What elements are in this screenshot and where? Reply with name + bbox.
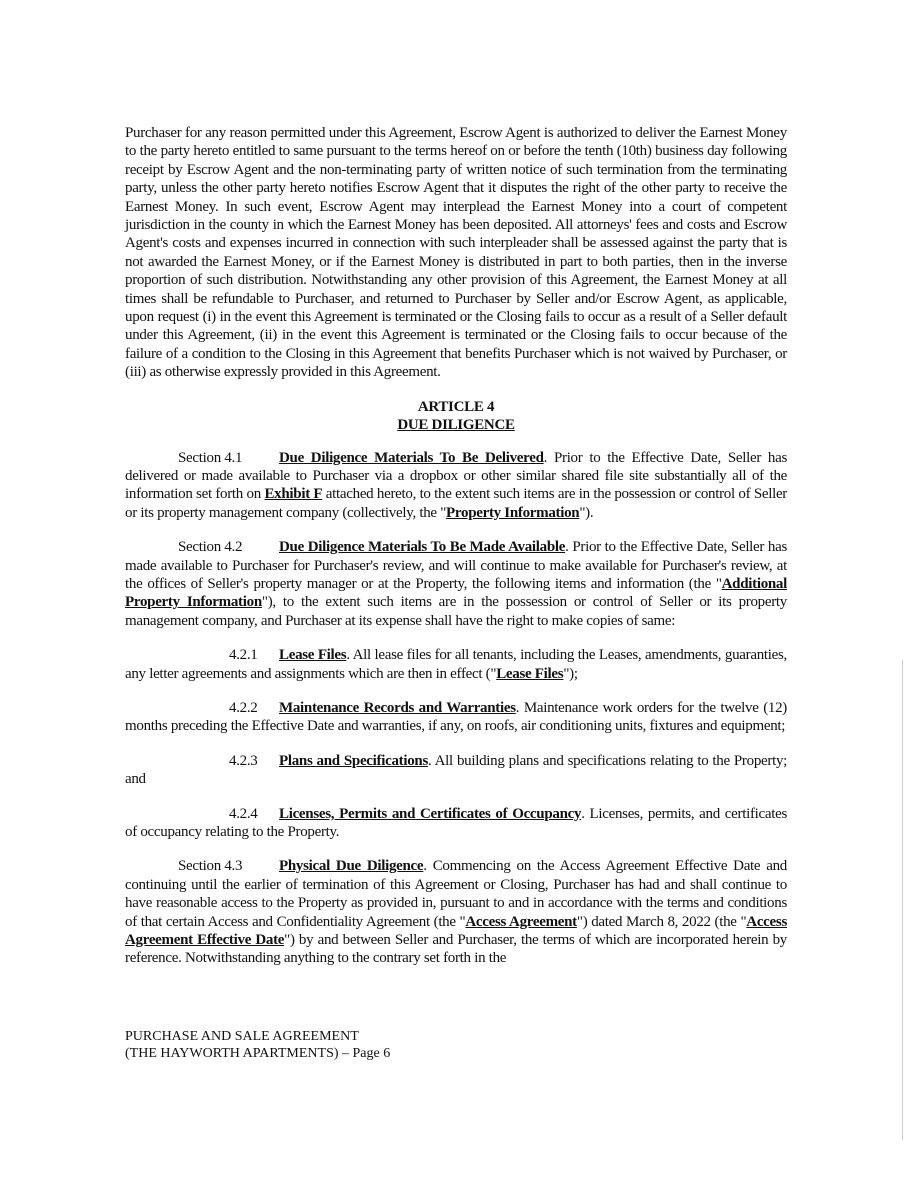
page-footer xyxy=(125,1028,787,1062)
paragraph-text: Purchaser for any reason permitted under this Agreement, Escrow Agent is authorized to deliver the Earnest Money to the party hereto entitled to same pursuant to the terms hereof on or before the tenth (10th) business day following receipt by Escrow Agent and the non-terminating party of written notice of such termination from the terminating party, unless the other party hereto notifies Escrow Agent that it disputes the right of the other party to receive the Earnest Money. In such event, Escrow Agent may interplead the Earnest Money into a court of competent jurisdiction in the county in which the Earnest Money has been deposited. All attorneys' fees and costs and Escrow Agent's costs and expenses incurred in connection with such interpleader shall be assessed against the party that is not awarded the Earnest Money, or if the Earnest Money is distributed in part to both parties, then in the inverse proportion of such distribution. Notwithstanding any other provision of this Agreement, the Earnest Money at all times shall be refundable to Purchaser, and returned to Purchaser by Seller and/or Escrow Agent, as applicable, upon request (i) in the event this Agreement is terminated or the Closing fails to occur as a result of a Seller default under this Agreement, (ii) in the event this Agreement is terminated or the Closing fails to occur because of the failure of a condition to the Closing in this Agreement that benefits Purchaser which is not waived by Purchaser, or (iii) as otherwise expressly provided in this Agreement. xyxy=(125,125,787,381)
paragraph-text: . All building plans and specifications relating to the Property; and xyxy=(125,752,788,788)
section-4-2-3 xyxy=(125,752,787,789)
paragraph-text: . Prior to the Effective Date, Seller has made available to Purchaser for Purchaser's review, and will continue to make available for Purchaser's review, at the offices of Seller's property manager or at the Property, the following items and information (the " xyxy=(125,539,787,592)
defined-term: Licenses, Permits and Certificates of Occupancy xyxy=(279,805,582,822)
article-title: DUE DILIGENCE xyxy=(397,417,515,434)
defined-term: Physical Due Diligence xyxy=(279,858,424,875)
defined-term: Property Information xyxy=(446,504,580,521)
footer-title: PURCHASE AND SALE AGREEMENT xyxy=(125,1028,359,1044)
paragraph-text: "). xyxy=(579,504,594,521)
defined-term: Lease Files xyxy=(496,665,564,682)
defined-term: Access Agreement Effective Date xyxy=(125,913,787,949)
defined-term: Additional Property Information xyxy=(125,575,787,611)
scan-edge-line xyxy=(902,660,903,1140)
paragraph-text: "), to the extent such items are in the possession or control of Seller or its property management company, and Purchaser at its expense shall have the right to make copies of same: xyxy=(125,594,787,629)
section-number: 4.2.3 xyxy=(229,752,258,769)
defined-term: Plans and Specifications xyxy=(279,752,428,769)
section-4-2-2 xyxy=(125,699,787,736)
defined-term: Lease Files xyxy=(279,647,347,664)
paragraph-text: . Prior to the Effective Date, Seller has delivered or made available to Purchaser via a dropbox or other similar shared file site substantially all of the information set forth on xyxy=(125,449,787,503)
defined-term: Maintenance Records and Warranties xyxy=(279,699,516,716)
defined-term: Due Diligence Materials To Be Made Available xyxy=(279,539,566,556)
document-body xyxy=(125,124,787,968)
paragraph-text: . Commencing on the Access Agreement Effective Date and continuing until the earlier of termination of this Agreement or Closing, Purchaser has had and shall continue to have reasonable access to the Property as provided in, pursuant to and in accordance with the terms and conditions of that certain Access and Confidentiality Agreement (the " xyxy=(125,858,788,930)
paragraph-text: ") by and between Seller and Purchaser, the terms of which are incorporated herein by reference. Notwithstanding anything to the contrary set forth in the xyxy=(125,932,787,967)
p-intro xyxy=(125,124,787,382)
footer-page: (THE HAYWORTH APARTMENTS) – Page 6 xyxy=(125,1045,391,1061)
section-4-3 xyxy=(125,857,787,967)
paragraph-text: "); xyxy=(563,665,578,682)
paragraph-text: . Maintenance work orders for the twelve (12) months preceding the Effective Date and warranties, if any, on roofs, air conditioning units, fixtures and equipment; xyxy=(125,699,787,735)
section-number: 4.2.4 xyxy=(229,805,258,822)
article-number: ARTICLE 4 xyxy=(417,398,495,415)
section-4-2-4 xyxy=(125,805,787,842)
section-4-2 xyxy=(125,538,787,630)
defined-term: Access Agreement xyxy=(465,913,577,930)
section-number: Section 4.3 xyxy=(178,858,243,875)
section-number: 4.2.1 xyxy=(229,647,258,664)
section-4-2-1 xyxy=(125,646,787,683)
article-heading xyxy=(125,398,787,435)
section-number: 4.2.2 xyxy=(229,699,258,716)
paragraph-text: . Licenses, permits, and certificates of occupancy relating to the Property. xyxy=(125,805,787,840)
defined-term: Due Diligence Materials To Be Delivered xyxy=(279,449,544,466)
paragraph-text: ") dated March 8, 2022 (the " xyxy=(576,913,747,930)
section-4-1 xyxy=(125,449,787,523)
paragraph-text: attached hereto, to the extent such items are in the possession or control of Seller or its property management company (collectively, the " xyxy=(125,486,788,521)
paragraph-text: . All lease files for all tenants, including the Leases, amendments, guaranties, any letter agreements and assignments which are then in effect (" xyxy=(125,647,787,682)
defined-term: Exhibit F xyxy=(264,486,323,503)
section-number: Section 4.1 xyxy=(178,449,243,466)
section-number: Section 4.2 xyxy=(178,539,243,556)
